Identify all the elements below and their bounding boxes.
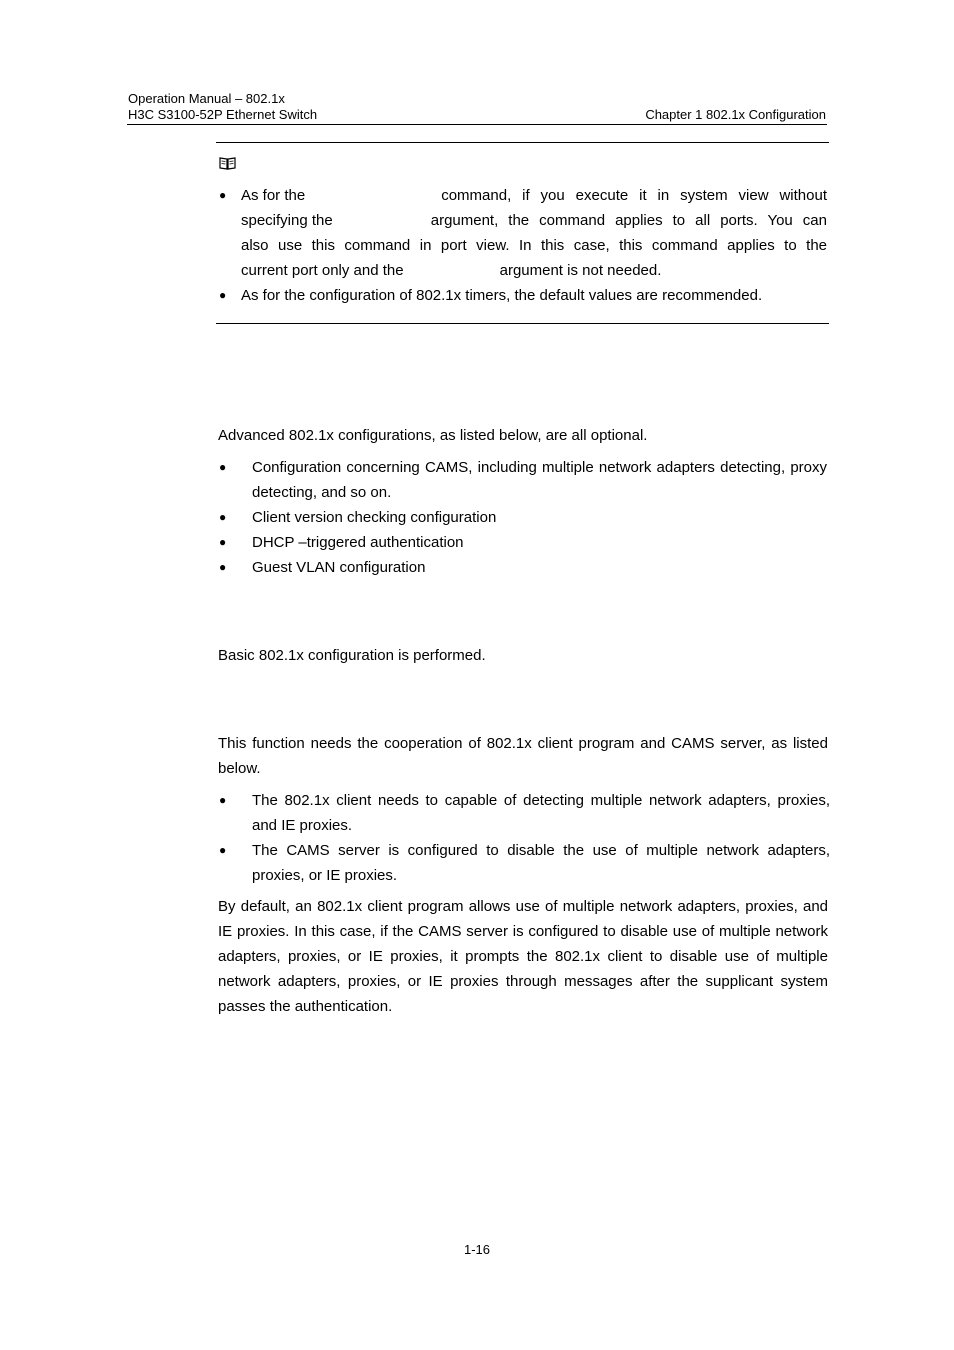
running-header-left <box>128 91 317 123</box>
list-item: ● Client version checking configuration <box>252 505 827 530</box>
optional-config-list <box>219 455 827 580</box>
bullet-icon: ● <box>219 793 227 807</box>
manual-title: Operation Manual – 802.1x <box>128 91 285 106</box>
note-item: ● As for the configuration of 802.1x timers, the default values are recommended. <box>241 283 827 308</box>
bullet-icon: ● <box>219 288 227 302</box>
list-item: ● The 802.1x client needs to capable of detecting multiple network adapters, proxies, and IE proxies. <box>252 788 830 838</box>
prerequisite-paragraph: Basic 802.1x configuration is performed. <box>218 647 486 664</box>
note-top-rule <box>216 142 829 143</box>
intro-paragraph: Advanced 802.1x configurations, as listed below, are all optional. <box>218 427 648 444</box>
bullet-icon: ● <box>219 188 227 202</box>
list-item: ● DHCP –triggered authentication <box>252 530 827 555</box>
bullet-icon: ● <box>219 460 227 474</box>
default-behavior-paragraph: By default, an 802.1x client program allows use of multiple network adapters, proxies, and IE proxies. In this case, if the CAMS server is configured to disable use of multiple network adapters, proxies, or IE proxies, it prompts the 802.1x client to disable use of multiple network adapters, proxies, or IE proxies through messages after the supplicant system passes the authentication. <box>218 898 828 1015</box>
page-number: 1-16 <box>463 1242 491 1257</box>
product-name: H3C S3100-52P Ethernet Switch <box>128 107 318 122</box>
bullet-icon: ● <box>219 535 227 549</box>
header-rule <box>127 124 827 125</box>
note-list <box>219 183 827 308</box>
bullet-icon: ● <box>219 510 227 524</box>
list-item: ● Configuration concerning CAMS, including multiple network adapters detecting, proxy detecting, and so on. <box>252 455 827 505</box>
list-item: ● The CAMS server is configured to disable the use of multiple network adapters, proxies, or IE proxies. <box>252 838 830 888</box>
bullet-icon: ● <box>219 843 227 857</box>
book-icon <box>219 156 236 170</box>
cooperation-list <box>219 788 830 888</box>
cooperation-paragraph: This function needs the cooperation of 802.1x client program and CAMS server, as listed below. <box>218 735 828 777</box>
chapter-title: Chapter 1 802.1x Configuration <box>645 107 826 122</box>
note-item: ● As for the command, if you execute it in system view without specifying the argument, the command applies to all ports. You can also use this command in port view. In this case, this command applies to the current port only and the argument is not needed. <box>241 183 827 283</box>
list-item: ● Guest VLAN configuration <box>252 555 827 580</box>
note-bottom-rule <box>216 323 829 324</box>
bullet-icon: ● <box>219 560 227 574</box>
